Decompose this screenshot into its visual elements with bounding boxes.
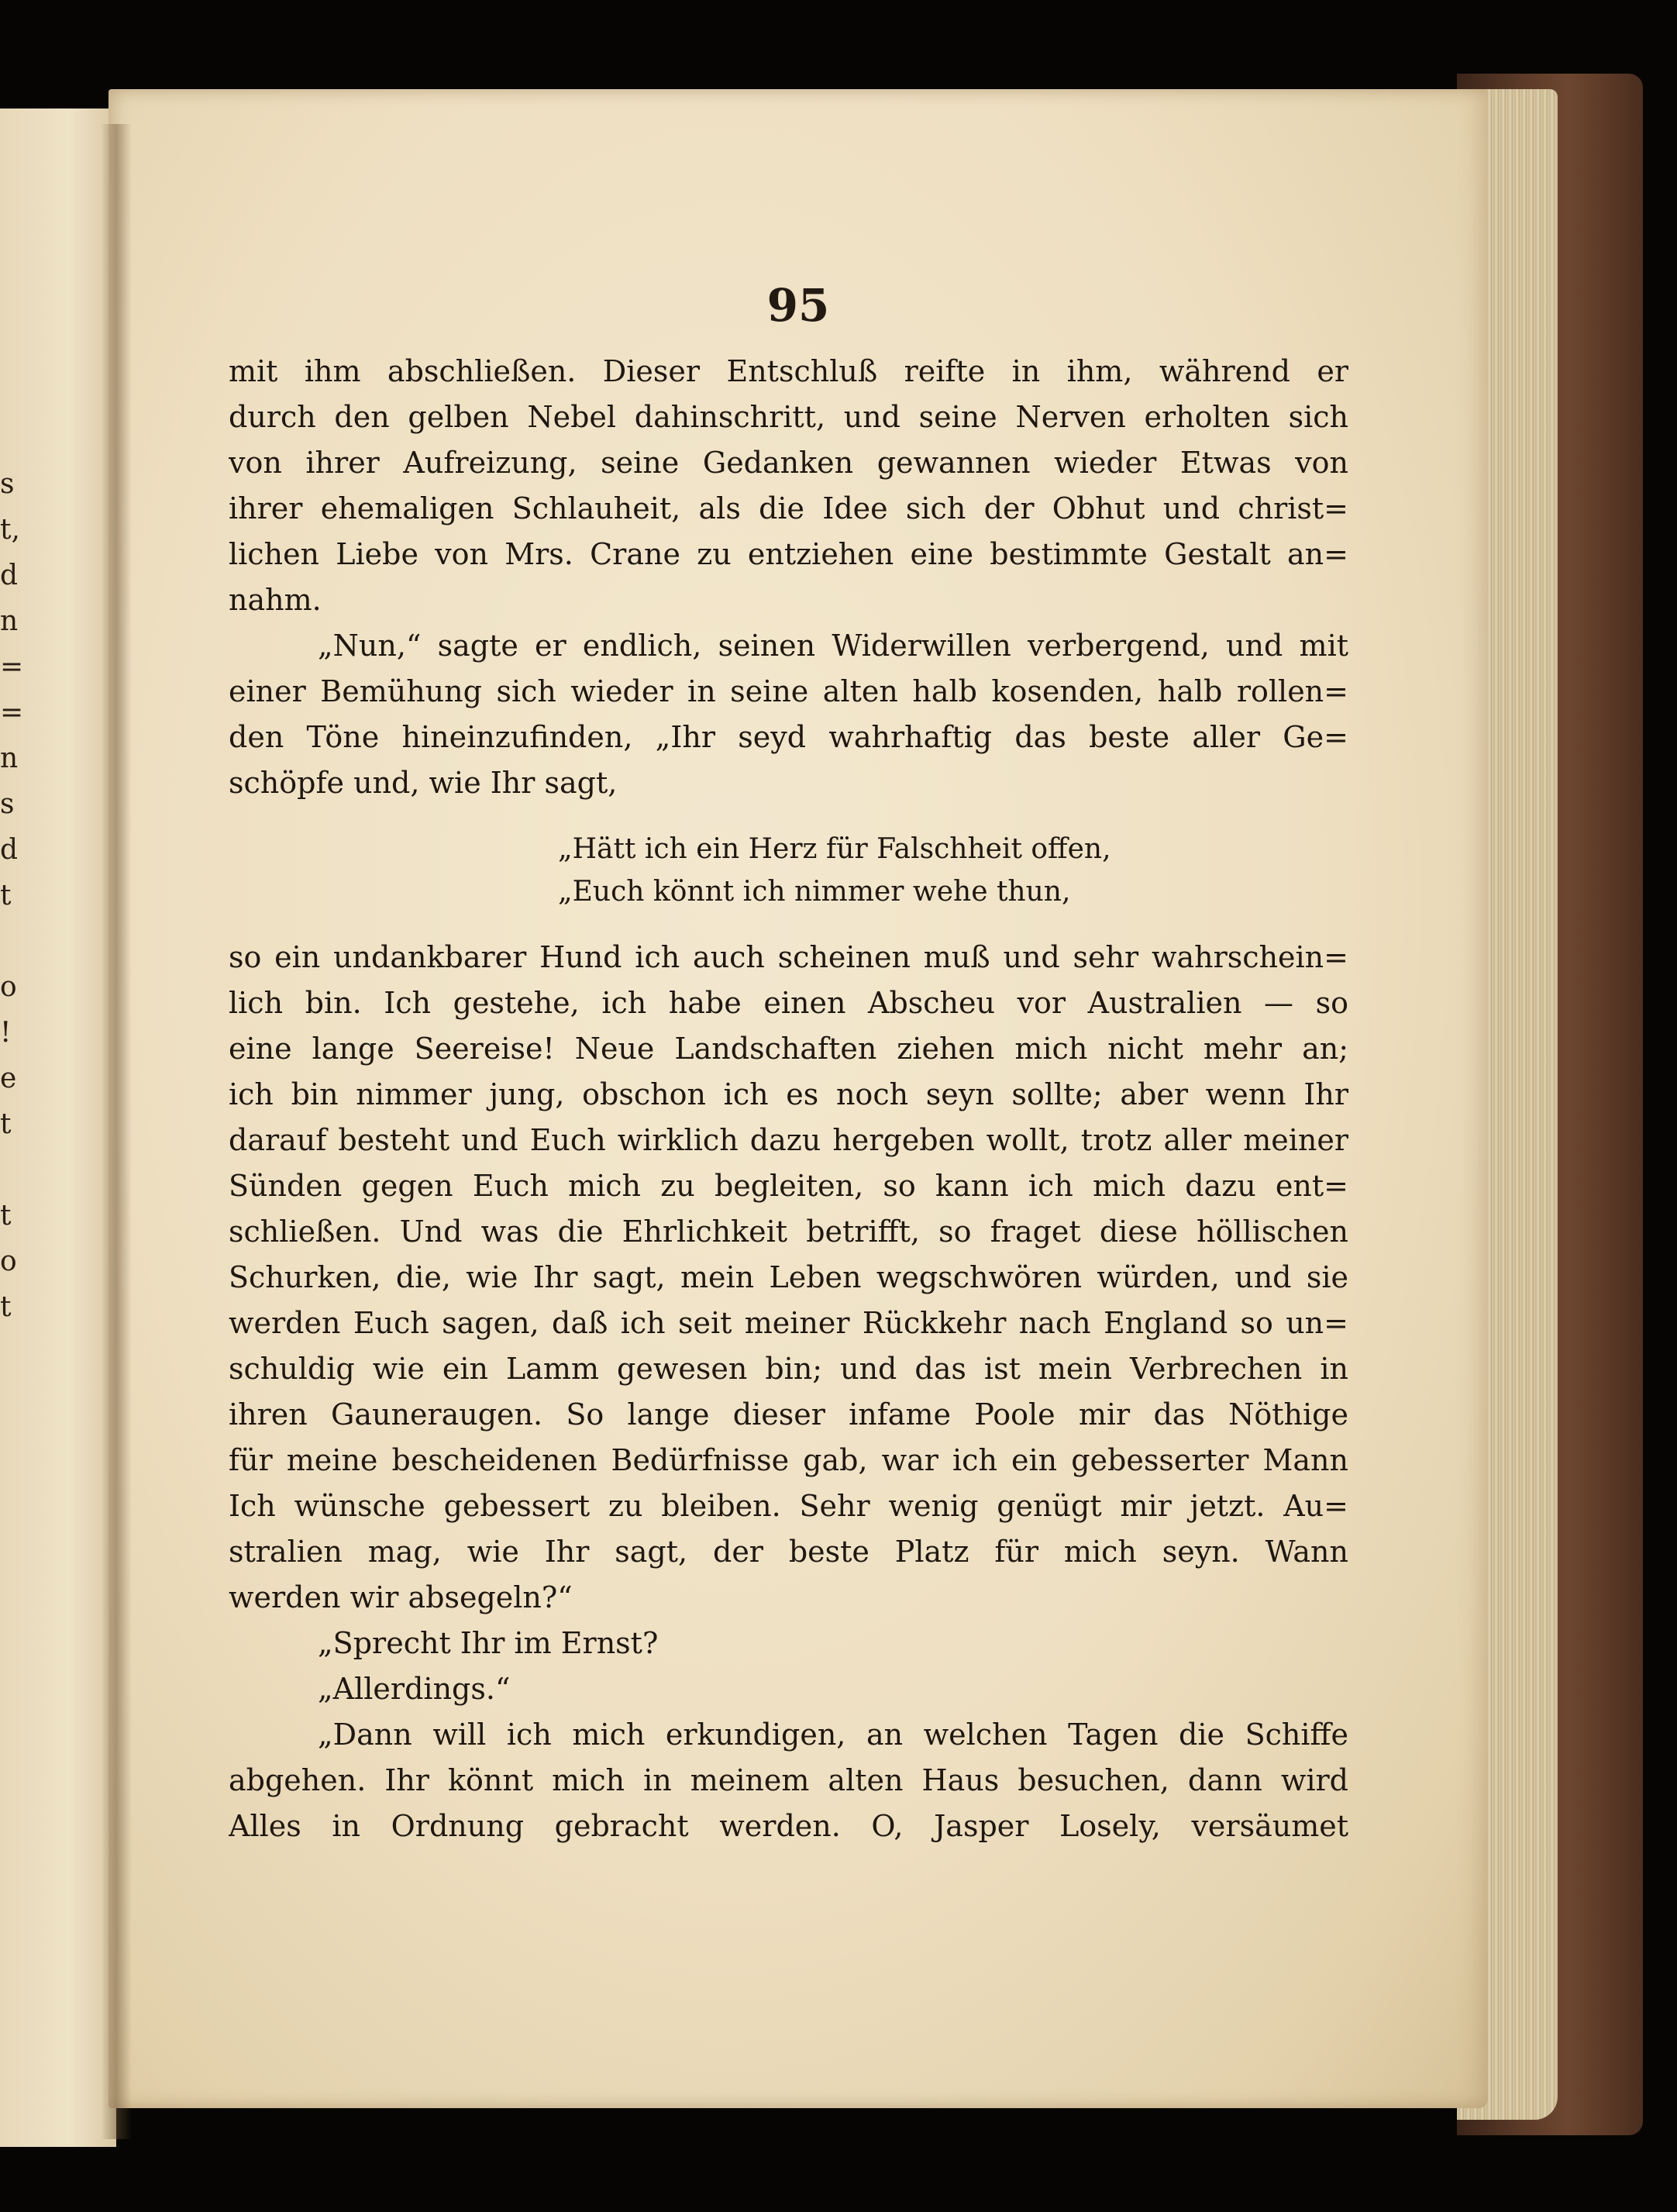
- right-page: [108, 89, 1488, 2108]
- left-page-fragment: =: [0, 651, 24, 683]
- left-page-fragment: t: [0, 1200, 12, 1232]
- text-line: lichen Liebe von Mrs. Crane zu entziehen eine bestimmte Gestalt an=: [229, 537, 1348, 571]
- left-page-fragment: n: [0, 605, 19, 637]
- text-line: Schurken, die, wie Ihr sagt, mein Leben wegschwören würden, und sie: [229, 1260, 1348, 1294]
- left-page-fragment: o: [0, 1246, 17, 1277]
- text-line: durch den gelben Nebel dahinschritt, und seine Nerven erholten sich: [229, 400, 1348, 434]
- text-line: ihren Gauneraugen. So lange dieser infame Poole mir das Nöthige: [229, 1397, 1348, 1432]
- left-page-fragment: o: [0, 971, 17, 1003]
- verse-line: „Hätt ich ein Herz für Falschheit offen,: [558, 833, 1111, 865]
- text-line: darauf besteht und Euch wirklich dazu hergeben wollt, trotz aller meiner: [229, 1123, 1348, 1157]
- text-line: nahm.: [229, 583, 322, 617]
- text-line: so ein undankbarer Hund ich auch scheinen muß und sehr wahrschein=: [229, 940, 1348, 974]
- text-line: eine lange Seereise! Neue Landschaften ziehen mich nicht mehr an;: [229, 1032, 1348, 1066]
- text-line: schöpfe und, wie Ihr sagt,: [229, 766, 618, 800]
- left-page-fragment: !: [0, 1017, 12, 1049]
- text-line: ich bin nimmer jung, obschon ich es noch seyn sollte; aber wenn Ihr: [229, 1077, 1348, 1111]
- left-page-fragment: s: [0, 788, 15, 820]
- left-facing-page: [0, 109, 116, 2147]
- page-number: 95: [766, 279, 830, 332]
- text-line: schuldig wie ein Lamm gewesen bin; und das ist mein Verbrechen in: [229, 1352, 1348, 1386]
- verse-spacing: [229, 806, 1348, 828]
- text-line: stralien mag, wie Ihr sagt, der beste Platz für mich seyn. Wann: [229, 1535, 1348, 1569]
- left-page-fragment: e: [0, 1063, 17, 1094]
- text-line: „Sprecht Ihr im Ernst?: [318, 1626, 659, 1660]
- text-line: von ihrer Aufreizung, seine Gedanken gewannen wieder Etwas von: [229, 446, 1348, 480]
- text-line: lich bin. Ich gestehe, ich habe einen Abscheu vor Australien — so: [229, 986, 1348, 1020]
- left-page-fragment: d: [0, 560, 19, 591]
- text-line: einer Bemühung sich wieder in seine alten halb kosenden, halb rollen=: [229, 674, 1348, 708]
- left-page-fragment: t: [0, 1291, 12, 1323]
- text-line: Ich wünsche gebessert zu bleiben. Sehr wenig genügt mir jetzt. Au=: [229, 1489, 1348, 1523]
- verse-line: „Euch könnt ich nimmer wehe thun,: [558, 876, 1071, 908]
- left-page-text-fragments: [0, 461, 31, 1330]
- left-page-fragment: [0, 918, 31, 964]
- text-line: Sünden gegen Euch mich zu begleiten, so kann ich mich dazu ent=: [229, 1169, 1348, 1203]
- book-gutter: [101, 124, 132, 2139]
- left-page-fragment: s: [0, 468, 15, 500]
- verse-spacing: [229, 913, 1348, 935]
- text-line: schließen. Und was die Ehrlichkeit betrifft, so fraget diese höllischen: [229, 1215, 1348, 1249]
- left-page-fragment: [0, 1147, 31, 1193]
- page-body-text: [229, 349, 1348, 1849]
- left-page-fragment: =: [0, 697, 24, 729]
- text-line: den Töne hineinzufinden, „Ihr seyd wahrhaftig das beste aller Ge=: [229, 720, 1348, 754]
- left-page-fragment: t: [0, 880, 12, 911]
- left-page-fragment: n: [0, 743, 19, 774]
- text-line: mit ihm abschließen. Dieser Entschluß reifte in ihm, während er: [229, 354, 1348, 388]
- text-line: für meine bescheidenen Bedürfnisse gab, war ich ein gebesserter Mann: [229, 1443, 1348, 1477]
- text-line: „Nun,“ sagte er endlich, seinen Widerwillen verbergend, und mit: [318, 629, 1348, 663]
- text-line: werden Euch sagen, daß ich seit meiner Rückkehr nach England so un=: [229, 1306, 1348, 1340]
- text-line: werden wir absegeln?“: [229, 1580, 573, 1614]
- text-line: Alles in Ordnung gebracht werden. O, Jasper Losely, versäumet: [229, 1809, 1348, 1843]
- text-line: abgehen. Ihr könnt mich in meinem alten Haus besuchen, dann wird: [229, 1763, 1348, 1797]
- text-line: ihrer ehemaligen Schlauheit, als die Idee sich der Obhut und christ=: [229, 491, 1348, 525]
- left-page-fragment: d: [0, 834, 19, 866]
- left-page-fragment: t,: [0, 514, 20, 546]
- left-page-fragment: t: [0, 1108, 12, 1140]
- text-line: „Dann will ich mich erkundigen, an welchen Tagen die Schiffe: [318, 1718, 1348, 1752]
- text-line: „Allerdings.“: [318, 1672, 511, 1706]
